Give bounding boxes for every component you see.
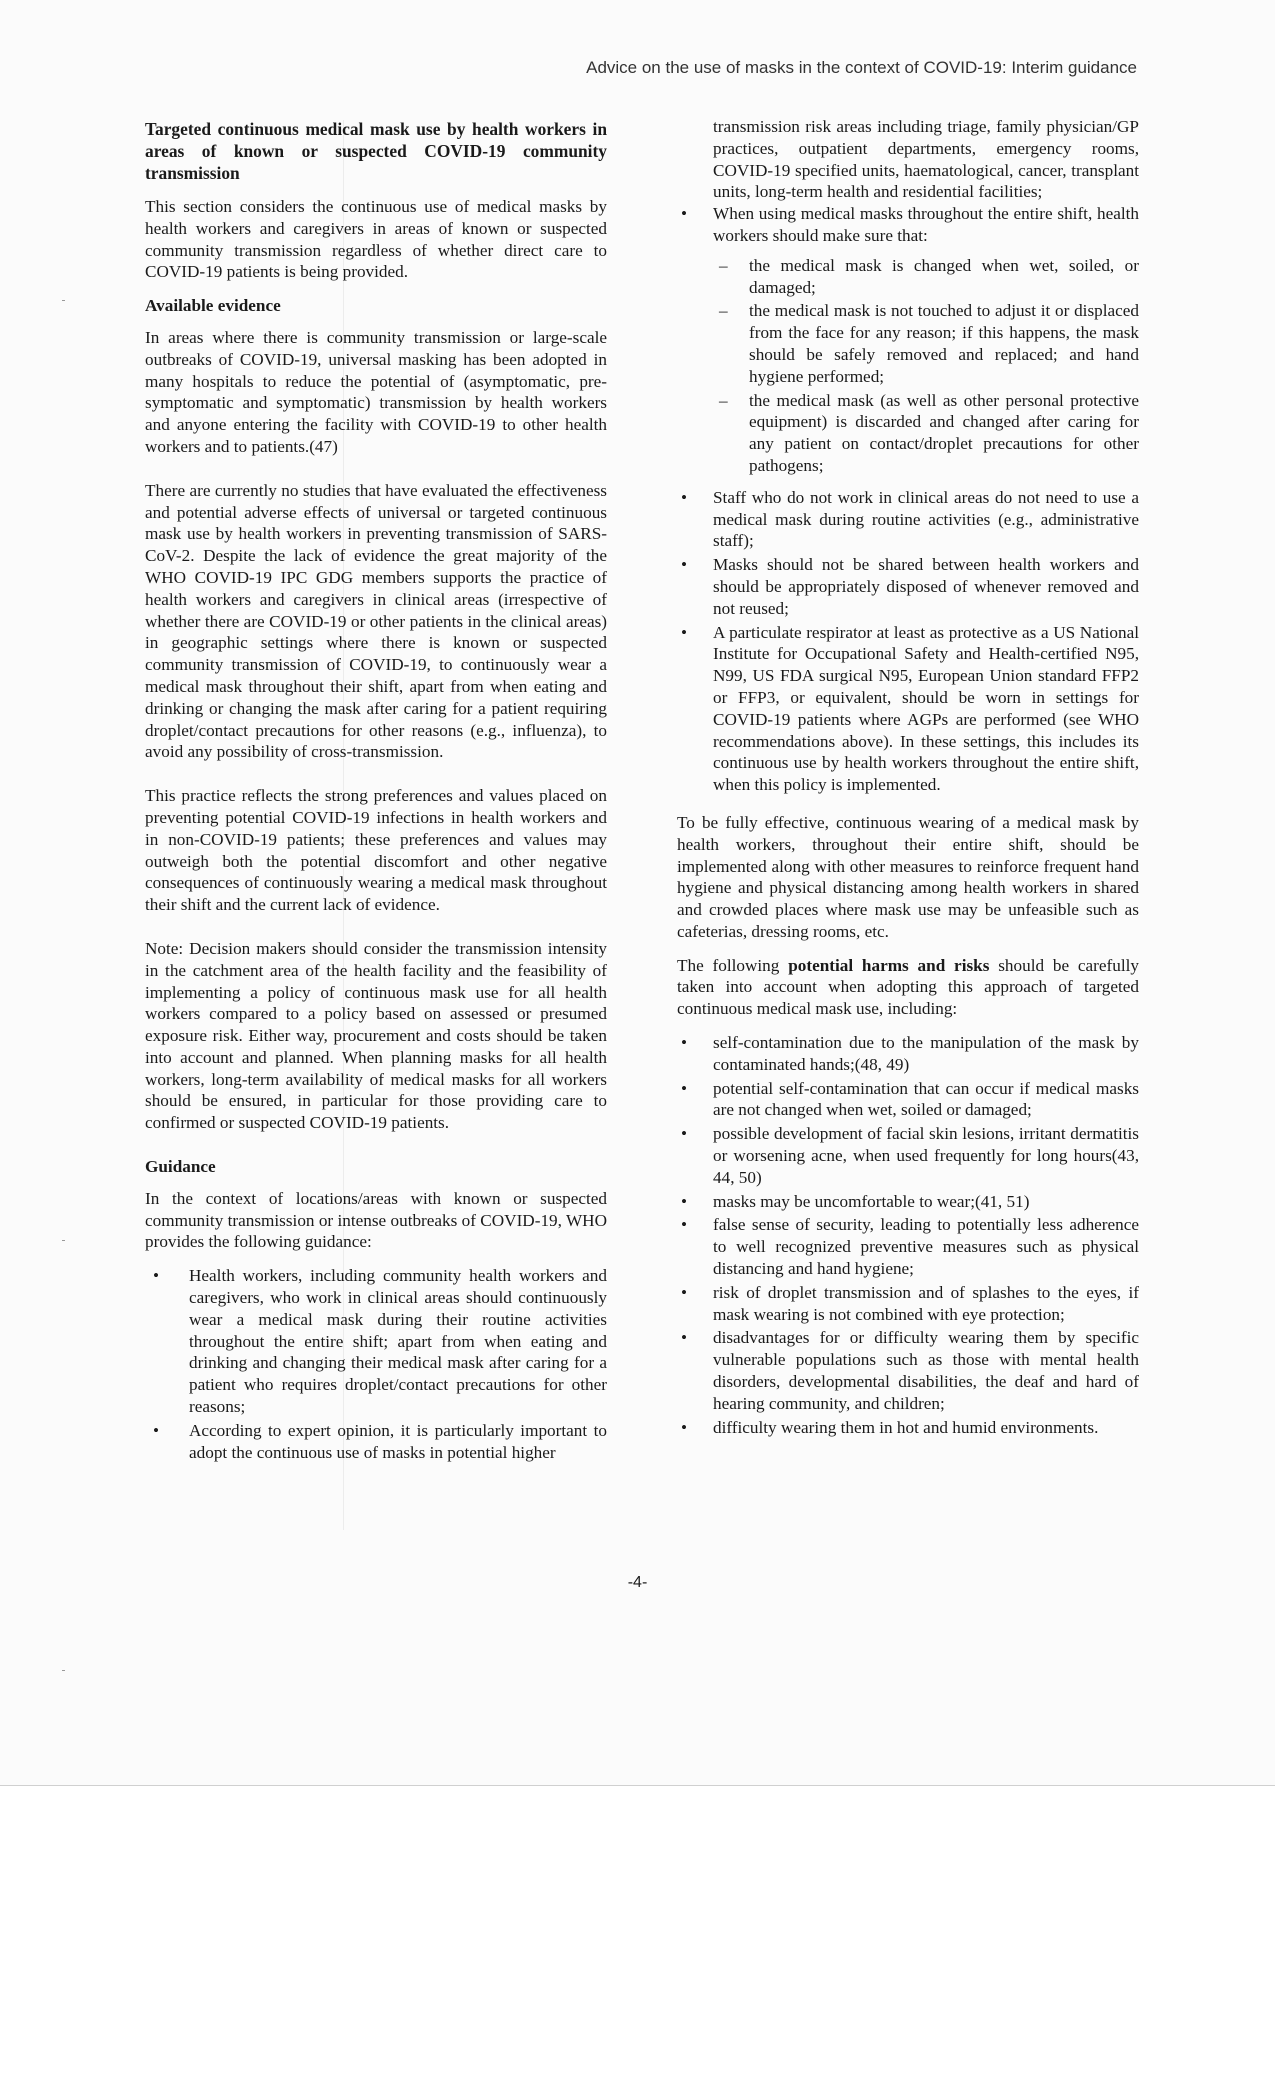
- shift-list: [677, 203, 1139, 796]
- note-paragraph: Note: Decision makers should consider the transmission intensity in the catchment area of the health facility and the feasibility of implementing a policy of continuous mask use for all health workers compared to a policy based on assessed or presumed exposure risk. Either way, procurement and costs should be taken into account and planned. When planning masks for all health workers, long-term availability of medical masks for all workers should be ensured, in particular for those providing care to confirmed or suspected COVID-19 patients.: [145, 938, 607, 1133]
- dash-item: – the medical mask (as well as other personal protective equipment) is discarded and changed after caring for any patient on contact/droplet precautions for other pathogens;: [713, 390, 1139, 477]
- harms-text: The following: [677, 955, 789, 975]
- page-number: -4-: [627, 1574, 648, 1591]
- list-item: • Staff who do not work in clinical areas do not need to use a medical mask during routine activities (e.g., administrative staff);: [677, 487, 1139, 552]
- margin-mark: [62, 1240, 65, 1241]
- list-item-text: When using medical masks throughout the entire shift, health workers should make sure that:: [713, 204, 1139, 245]
- evidence-heading: Available evidence: [145, 296, 281, 316]
- evidence-paragraph: In areas where there is community transmission or large-scale outbreaks of COVID-19, universal masking has been adopted in many hospitals to reduce the potential of (asymptomatic, pre-symptomatic and symptomatic) transmission by health workers and anyone entering the facility with COVID-19 to other health workers and to patients.(47): [145, 327, 607, 456]
- list-item: • masks may be uncomfortable to wear;(41, 51): [677, 1191, 1139, 1213]
- list-item: • A particulate respirator at least as protective as a US National Institute for Occupational Safety and Health-certified N95, N99, US FDA surgical N95, European Union standard FFP2 or FFP3, or equivalent, should be worn in settings for COVID-19 patients where AGPs are performed (see WHO recommendations above). In these settings, this includes its continuous use by health workers throughout the entire shift, when this policy is implemented.: [677, 622, 1139, 796]
- effectiveness-paragraph: To be fully effective, continuous wearing of a medical mask by health workers, throughout their entire shift, should be implemented along with other measures to reinforce frequent hand hygiene and physical distancing among health workers in shared and crowded places where mask use may be unfeasible such as cafeterias, dressing rooms, etc.: [677, 812, 1139, 941]
- running-header: Advice on the use of masks in the context of COVID-19: Interim guidance: [586, 58, 1137, 77]
- section-title: Targeted continuous medical mask use by health workers in areas of known or suspected COVID-19 community transmission: [145, 119, 607, 183]
- guidance-intro: In the context of locations/areas with known or suspected community transmission or intense outbreaks of COVID-19, WHO provides the following guidance:: [145, 1188, 607, 1252]
- harms-list: [677, 1032, 1139, 1438]
- harms-paragraph: [677, 955, 1139, 1020]
- continued-list-item: transmission risk areas including triage, family physician/GP practices, outpatient departments, emergency rooms, COVID-19 specified units, haematological, cancer, transplant units, long-term health and residential facilities;: [713, 117, 1139, 202]
- guidance-list: [145, 1265, 607, 1463]
- evidence-paragraph: There are currently no studies that have evaluated the effectiveness and potential adverse effects of universal or targeted continuous mask use by health workers in preventing transmission of SARS-CoV-2. Despite the lack of evidence the great majority of the WHO COVID-19 IPC GDG members supports the practice of health workers and caregivers in clinical areas (irrespective of whether there are COVID-19 or other patients in the clinical areas) in geographic settings where there is known or suspected community transmission of COVID-19, to continuously wear a medical mask throughout their shift, apart from when eating and drinking or changing the mask after caring for a patient requiring droplet/contact precautions for other reasons (e.g., influenza), to avoid any possibility of cross-transmission.: [145, 480, 607, 762]
- dash-list: [713, 255, 1139, 477]
- list-item: • possible development of facial skin lesions, irritant dermatitis or worsening acne, when used frequently for long hours(43, 44, 50): [677, 1123, 1139, 1188]
- left-column: [145, 118, 607, 1473]
- margin-mark: [62, 1670, 65, 1671]
- list-item: • Masks should not be shared between health workers and should be appropriately disposed of whenever removed and not reused;: [677, 554, 1139, 619]
- right-column: [677, 116, 1139, 1448]
- list-item: • potential self-contamination that can occur if medical masks are not changed when wet, soiled or damaged;: [677, 1078, 1139, 1122]
- list-item: • self-contamination due to the manipulation of the mask by contaminated hands;(48, 49): [677, 1032, 1139, 1076]
- list-item: • According to expert opinion, it is particularly important to adopt the continuous use of masks in potential higher: [145, 1420, 607, 1464]
- harms-bold: potential harms and risks: [788, 955, 990, 975]
- dash-item: – the medical mask is changed when wet, soiled, or damaged;: [713, 255, 1139, 299]
- harms-text: should be carefully taken into account when adopting this approach of targeted continuous medical mask use, including:: [677, 955, 1139, 1019]
- evidence-paragraph: This practice reflects the strong preferences and values placed on preventing potential COVID-19 infections in health workers and in non-COVID-19 patients; these preferences and values may outweigh both the potential discomfort and other negative consequences of continuously wearing a medical mask throughout their shift and the current lack of evidence.: [145, 786, 607, 915]
- list-item: • difficulty wearing them in hot and humid environments.: [677, 1417, 1139, 1439]
- list-item: • disadvantages for or difficulty wearing them by specific vulnerable populations such as those with mental health disorders, developmental disabilities, the deaf and hard of hearing community, and children;: [677, 1327, 1139, 1414]
- guidance-heading: Guidance: [145, 1157, 216, 1177]
- list-item: • Health workers, including community health workers and caregivers, who work in clinical areas should continuously wear a medical mask during their routine activities throughout the entire shift; apart from when eating and drinking and changing their medical mask after caring for a patient who requires droplet/contact precautions for other reasons;: [145, 1265, 607, 1418]
- list-item: [677, 203, 1139, 477]
- dash-item: – the medical mask is not touched to adjust it or displaced from the face for any reason; if this happens, the mask should be safely removed and replaced; and hand hygiene performed;: [713, 300, 1139, 387]
- margin-mark: [62, 300, 65, 301]
- intro-paragraph: This section considers the continuous use of medical masks by health workers and caregivers in areas of known or suspected community transmission regardless of whether direct care to COVID-19 patients is being provided.: [145, 197, 607, 282]
- list-item: • risk of droplet transmission and of splashes to the eyes, if mask wearing is not combined with eye protection;: [677, 1282, 1139, 1326]
- list-item: • false sense of security, leading to potentially less adherence to well recognized preventive measures such as physical distancing and hand hygiene;: [677, 1214, 1139, 1279]
